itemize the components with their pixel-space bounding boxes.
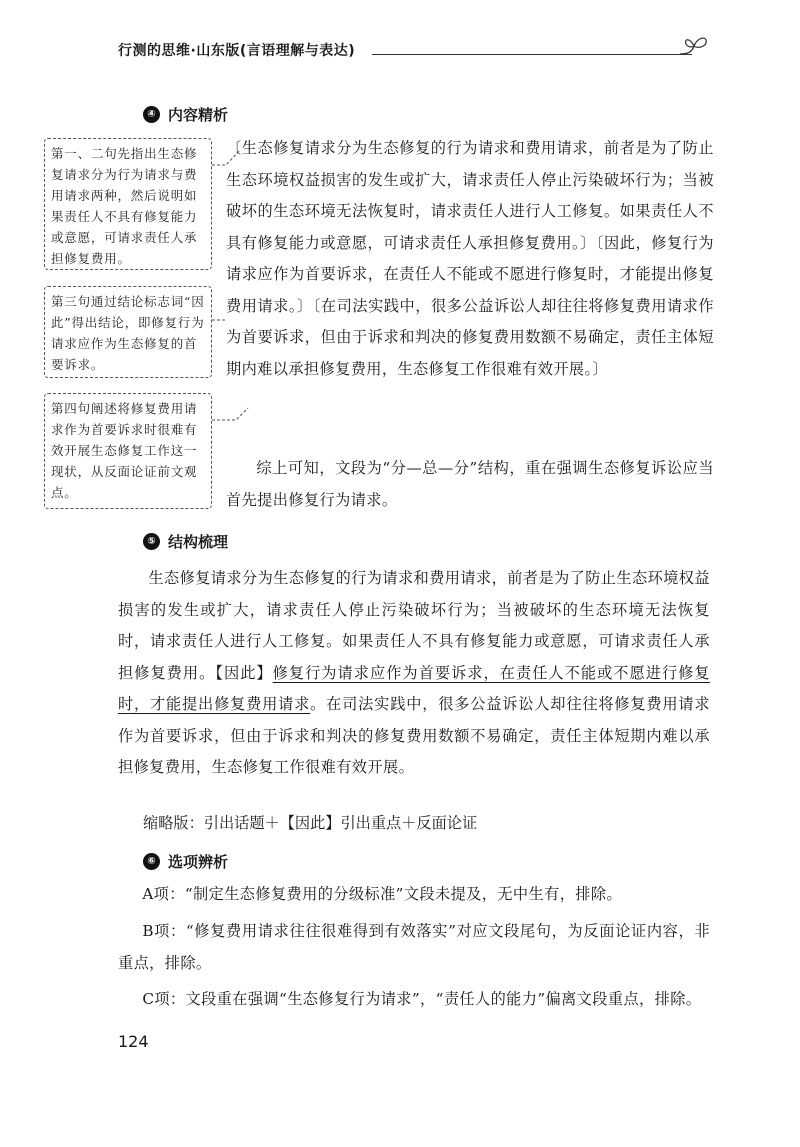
short-version-line: 缩略版：引出话题＋【因此】引出重点＋反面论证 xyxy=(143,814,478,832)
conclusion-marker: 【因此】 xyxy=(215,663,273,682)
structure-part-1: 生态修复请求分为生态修复的行为请求和费用请求，前者是为了防止生态环境权益损害的发生或扩大，请求责任人停止污染破坏行为；当被破坏的生态环境无法恢复时，请求责任人进行人工修复。如果责任人不具有修复能力或意愿，可请求责任人承担修复费用。 xyxy=(118,569,710,682)
section-number-badge: ⑥ xyxy=(143,853,160,870)
section-title: 内容精析 xyxy=(168,106,229,124)
structure-part-2: 。在司法实践中，很多公益诉讼人却往往将修复费用请求作为首要诉求，但由于诉求和判决的修复费用数额不易确定，责任主体短期内难以承担修复费用，生态修复工作很难有效开展。 xyxy=(118,695,710,776)
section-heading-content-analysis xyxy=(143,104,228,125)
analysis-summary: 综上可知，文段为“分—总—分”结构，重在强调生态修复诉讼应当首先提出修复行为请求。 xyxy=(226,459,714,509)
section-number-badge: ④ xyxy=(143,106,160,123)
sprout-icon xyxy=(676,30,712,60)
analysis-paragraph: 〔生态修复请求分为生态修复的行为请求和费用请求，前者是为了防止生态环境权益损害的发生或扩大，请求责任人停止污染破坏行为；当被破坏的生态环境无法恢复时，请求责任人进行人工修复。如果责任人不具有修复能力或意愿，可请求责任人承担修复费用。〕〔因此，修复行为请求应作为首要诉求，在责任人不能或不愿进行修复时，才能提出修复费用请求。〕〔在司法实践中，很多公益诉讼人却往往将修复费用请求作为首要诉求，但由于诉求和判决的修复费用数额不易确定，责任主体短期内难以承担修复费用，生态修复工作很难有效开展。〕 xyxy=(226,139,714,378)
option-a: A项：“制定生态修复费用的分级标准”文段未提及，无中生有，排除。 xyxy=(142,885,623,903)
side-note-1: 第一、二句先指出生态修复请求分为行为请求与费用请求两种，然后说明如果责任人不具有修复能力或意愿，可请求责任人承担修复费用。 xyxy=(44,138,212,270)
section-heading-structure xyxy=(143,531,228,552)
key-point-underlined: 修复行为请求应作为首要诉求，在责任人不能或不愿进行修复时，才能提出修复费用请求 xyxy=(118,663,711,713)
section-title: 结构梳理 xyxy=(168,533,229,551)
side-note-3: 第四句阐述将修复费用请求作为首要诉求时很难有效开展生态修复工作这一现状，从反面论证前文观点。 xyxy=(44,393,212,509)
option-c: C项：文段重在强调“生态修复行为请求”，“责任人的能力”偏离文段重点，排除。 xyxy=(142,990,702,1008)
structure-paragraph xyxy=(118,563,710,784)
side-note-2: 第三句通过结论标志词“因此”得出结论，即修复行为请求应作为生态修复的首要诉求。 xyxy=(44,286,212,378)
header-rule xyxy=(372,54,692,55)
section-number-badge: ⑤ xyxy=(143,533,160,550)
section-heading-options xyxy=(143,851,228,872)
page-number: 124 xyxy=(118,1032,149,1051)
option-b: B项：“修复费用请求往往很难得到有效落实”对应文段尾句，为反面论证内容，非重点，排除。 xyxy=(118,922,710,972)
section-title: 选项辨析 xyxy=(168,853,229,871)
running-header-title: 行测的思维·山东版(言语理解与表达) xyxy=(118,43,356,59)
